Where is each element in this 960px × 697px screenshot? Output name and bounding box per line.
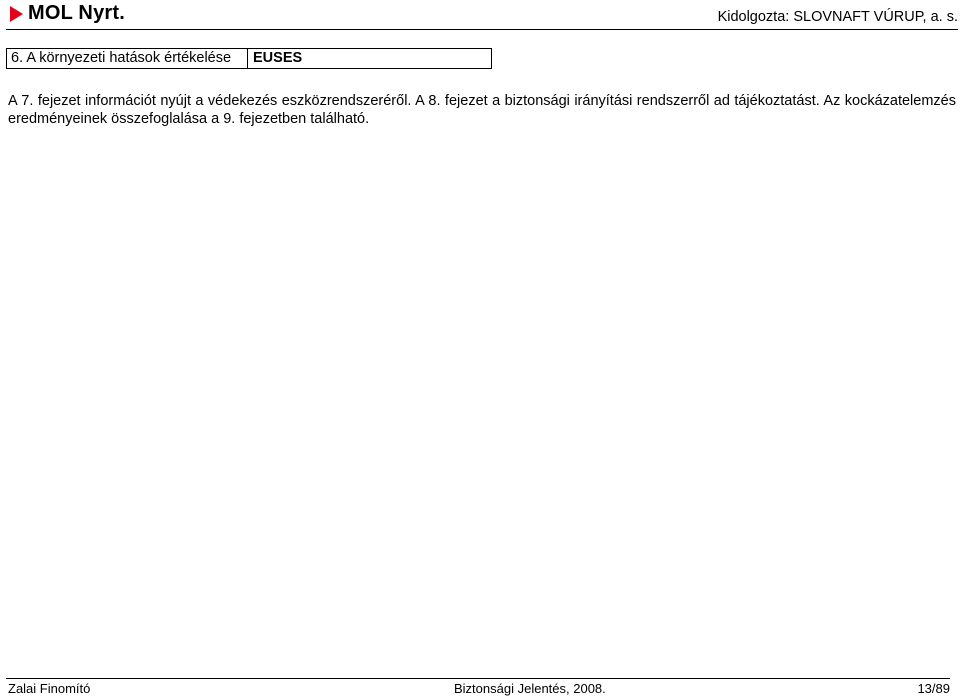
- mol-logo: [10, 2, 125, 25]
- page-number: 13/89: [917, 681, 950, 696]
- footer-site: Zalai Finomító: [8, 681, 91, 696]
- prepared-by: Kidolgozta: SLOVNAFT VÚRUP, a. s.: [717, 9, 958, 25]
- section-tag: EUSES: [253, 50, 303, 66]
- logo-text: MOL Nyrt.: [28, 2, 125, 24]
- logo-arrow-icon: [10, 6, 23, 22]
- section-heading-box: [6, 48, 492, 69]
- section-title: 6. A környezeti hatások értékelése: [7, 49, 248, 68]
- body-paragraph: A 7. fejezet információt nyújt a védekezés eszközrendszeréről. A 8. fejezet a biztonsági irányítási rendszerről ad tájékoztatást. Az kockázatelemzés eredményeinek összefoglalása a 9. fejezetben található.: [8, 93, 956, 127]
- page-header: [6, 0, 958, 30]
- page-footer: [6, 678, 950, 697]
- footer-report-title: Biztonsági Jelentés, 2008.: [454, 681, 606, 696]
